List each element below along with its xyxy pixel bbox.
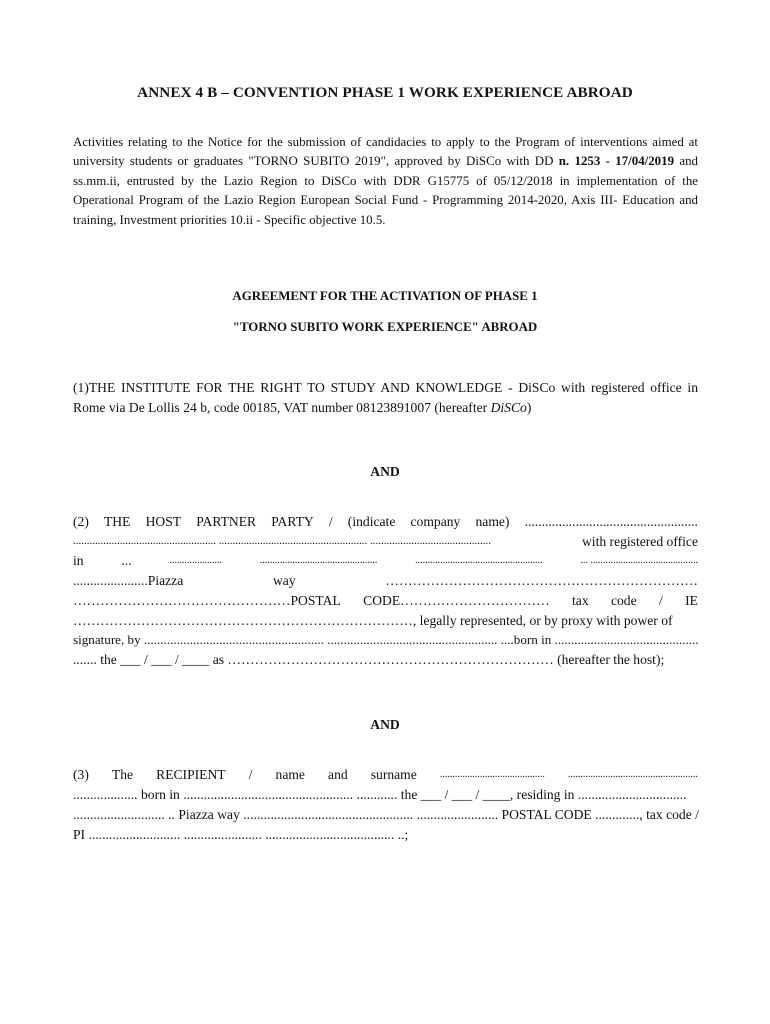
word: …………………………………………POSTAL [73, 592, 341, 608]
fill-in-dots: ................................................... [524, 514, 698, 529]
party-1-paragraph [73, 378, 698, 418]
party-2-line-2 [73, 532, 698, 552]
word: / [248, 767, 253, 782]
fill-in-dots: …………………………………………………………… [385, 573, 698, 589]
party-2-line-7 [73, 630, 698, 650]
party-3-line-1 [73, 765, 698, 785]
fill-in-dots: ..................... [169, 555, 222, 567]
word: (indicate [347, 514, 396, 529]
word: surname [370, 767, 417, 782]
party-3-line-3 [73, 805, 698, 825]
line-text: ........................... .. Piazza way .................................................. ........................ POSTAL CODE ............., tax code / [73, 807, 699, 822]
party-1-close-paren: ) [526, 400, 532, 416]
word: / [328, 514, 333, 529]
fill-in-dots: .................................................... ...................................................... ............................................ [73, 534, 491, 547]
agreement-heading: AGREEMENT FOR THE ACTIVATION OF PHASE 1 [232, 289, 538, 303]
word: way [272, 573, 296, 589]
word: and [328, 767, 348, 782]
party-2-line-5 [73, 591, 698, 611]
word: The [111, 767, 134, 782]
and-separator-2: AND [370, 717, 400, 732]
word: CODE…………………………… [363, 592, 550, 608]
party-1-short-name: DiSCo [490, 400, 527, 416]
word: code [610, 592, 637, 608]
intro-decree-number: n. 1253 - 17/04/2019 [558, 154, 675, 169]
line-text: PI ........................... ....................... ...................................... ..; [73, 827, 409, 842]
agreement-subheading: "TORNO SUBITO WORK EXPERIENCE" ABROAD [232, 320, 538, 334]
word: name) [475, 514, 510, 529]
party-1-text: (1)THE INSTITUTE FOR THE RIGHT TO STUDY AND KNOWLEDGE - DiSCo with registered office in Rome via De Lollis 24 b, code 00185, VAT number 08123891007 (hereafter [73, 380, 698, 416]
party-2-line-6 [73, 611, 698, 631]
and-separator-1: AND [370, 464, 400, 479]
party-2-line-1 [73, 512, 698, 532]
word: HOST [145, 514, 182, 529]
word: PARTY [271, 514, 314, 529]
line-text: …………………………………………………………………, legally represented, or by proxy with power of [73, 612, 673, 628]
word: with registered office [581, 533, 698, 549]
party-2-line-3 [73, 551, 698, 571]
word: IE [685, 592, 698, 608]
word: company [410, 514, 461, 529]
party-3-line-4 [73, 825, 698, 845]
word: in [73, 553, 84, 569]
intro-text-start: Activities relating to the Notice for the submission of candidacies to apply to the Program of interventions aimed at university students or graduates "TORNO SUBITO 2019", approved by DiSCo with DD [73, 135, 698, 169]
fill-in-dots: ................................................... [415, 555, 543, 567]
word: THE [104, 514, 131, 529]
word: tax [572, 592, 589, 608]
word: RECIPIENT [156, 767, 226, 782]
word: name [275, 767, 305, 782]
fill-in-dots: ... ........................................... [580, 555, 698, 567]
fill-in-dots: .................................................... [567, 769, 698, 780]
word: (2) [73, 514, 89, 529]
line-text: ....... the ___ / ___ / ____ as ……………………………………………………………… (hereafter the host); [73, 651, 665, 667]
party-2-line-4 [73, 571, 698, 591]
party-2-paragraph [73, 512, 698, 670]
party-3-line-2 [73, 785, 698, 805]
intro-text-end: and ss.mm.ii, entrusted by the Lazio Region to DiSCo with DDR G15775 of 05/12/2018 in implementation of the Operational Program of the Lazio Region European Social Fund - Programming 2014-2020, Axis III- Education and training, Investment priorities 10.ii - Specific objective 10.5. [73, 154, 699, 227]
party-3-paragraph [73, 765, 698, 845]
word: (3) [73, 767, 89, 782]
line-text: ................... born in .................................................. ............ the ___ / ___ / ____, residing in ................................ [73, 787, 687, 802]
fill-in-dots: .......................................... [439, 769, 545, 780]
line-text: signature, by ....................................................... .................................................... ....born in ............................................ [73, 632, 699, 648]
party-2-line-8 [73, 650, 698, 670]
fill-in-dots: ............................................... [259, 555, 378, 567]
document-title: ANNEX 4 B – CONVENTION PHASE 1 WORK EXPERIENCE ABROAD [137, 84, 633, 101]
word: ......................Piazza [73, 573, 184, 589]
intro-paragraph [73, 133, 698, 230]
word: / [658, 592, 663, 608]
word: PARTNER [196, 514, 257, 529]
fill-in-dots: ... [121, 553, 132, 569]
